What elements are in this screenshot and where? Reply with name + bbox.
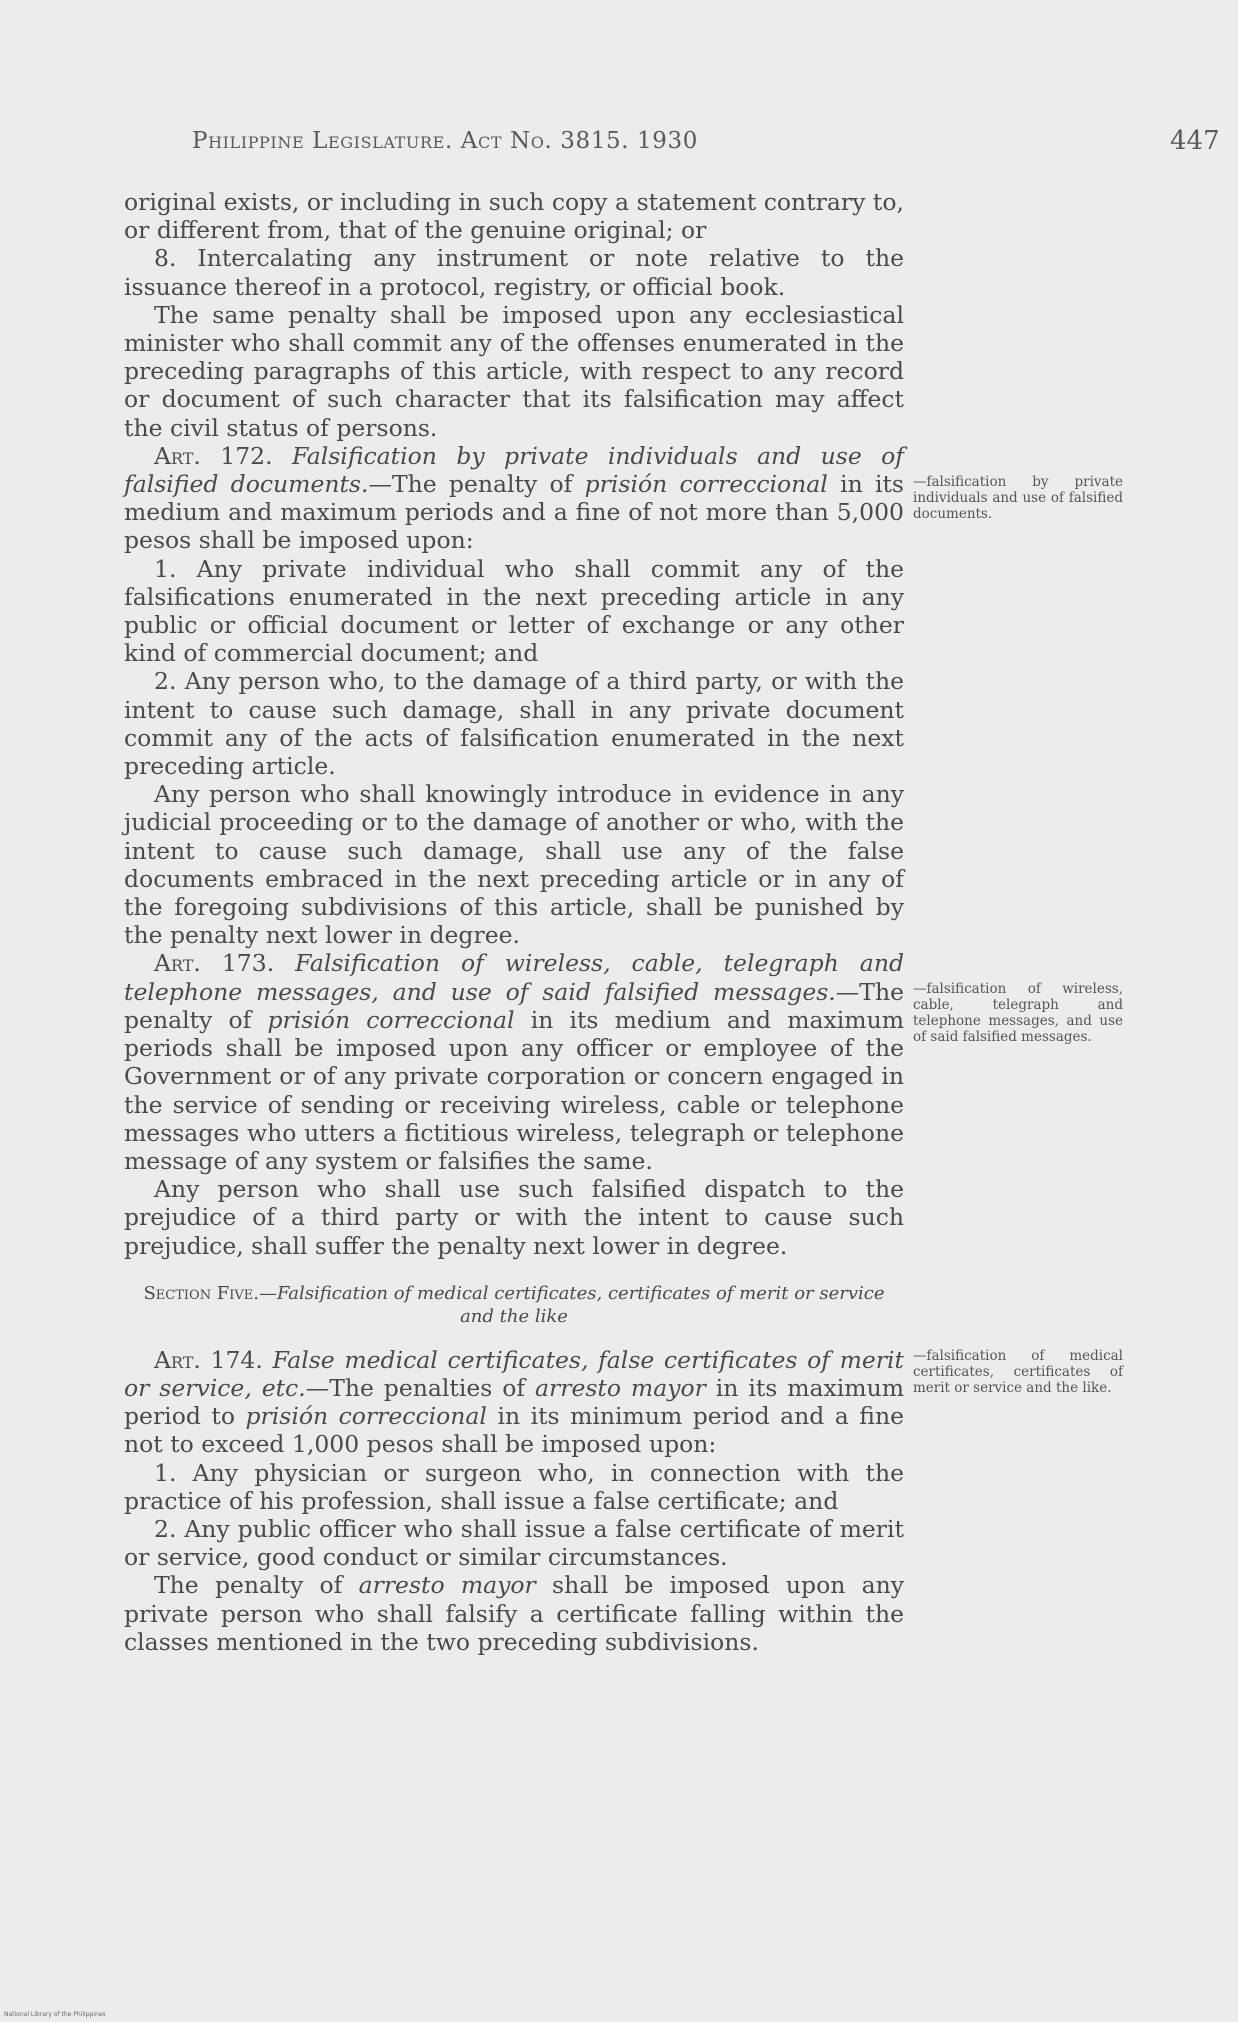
article-number: Art. 172.	[154, 441, 273, 470]
paragraph: 8. Intercalating any instrument or note relative to the issuance thereof in a protocol, registry, or official book.	[124, 244, 904, 301]
running-head-text: Philippine Legislature. Act No. 3815. 1930	[192, 128, 698, 154]
scan-credit: National Library of the Philippines	[4, 2011, 106, 2018]
section-title: —Falsification of medical certificates, certificates of merit or service and the like	[259, 1282, 885, 1327]
article-number: Art. 173.	[154, 949, 275, 978]
article-text: —The penalty of	[124, 977, 904, 1034]
article-172	[124, 442, 904, 555]
paragraph: 1. Any physician or surgeon who, in connection with the practice of his profession, shall issue a false certificate; and	[124, 1458, 904, 1515]
paragraph: 1. Any private individual who shall commit any of the falsifications enumerated in the next preceding article in any public or official document or letter of exchange or any other kind of commercial document; and	[124, 554, 904, 668]
article-title: Falsification of wireless, cable, telegraph and telephone messages, and use of said falsified messages.	[124, 949, 904, 1006]
section-label: Section Five.	[143, 1282, 260, 1304]
margin-note-section-five: —falsification of medical certificates, certificates of merit or service and the like.	[913, 1348, 1123, 1396]
running-head	[192, 128, 842, 154]
article-title: False medical certificates, false certificates of merit or service, etc.	[124, 1345, 904, 1402]
article-text: in its medium and maximum periods and a fine of not more than 5,000 pesos shall be imposed upon:	[124, 470, 904, 555]
article-173	[124, 949, 904, 1175]
article-text: —The penalties of	[305, 1373, 535, 1402]
article-text: in its minimum period and a fine not to exceed 1,000 pesos shall be imposed upon:	[124, 1402, 904, 1459]
article-text: in its maximum period to	[124, 1373, 904, 1431]
paragraph-text: shall be imposed upon any private person who shall falsify a certificate falling within the classes mentioned in the two preceding subdivisions.	[124, 1571, 904, 1656]
legal-term: arresto mayor	[358, 1571, 536, 1600]
article-title: Falsification by private individuals and use of falsified documents.	[124, 441, 904, 499]
paragraph	[124, 1571, 904, 1656]
legal-term: prisión correccional	[267, 1005, 515, 1034]
article-text: —The penalty of	[368, 470, 585, 499]
legal-term: prisión correccional	[245, 1402, 487, 1431]
legal-term: prisión correccional	[584, 470, 828, 499]
page-number: 447	[1170, 126, 1220, 156]
paragraph: 2. Any person who, to the damage of a third party, or with the intent to cause such damage, shall in any private document commit any of the acts of falsification enumerated in the next preceding article.	[124, 667, 904, 781]
margin-note-art-172: —falsification by private individuals and use of falsified documents.	[913, 474, 1123, 522]
margin-note-art-173: —falsification of wireless, cable, telegraph and telephone messages, and use of said falsified messages.	[913, 981, 1123, 1045]
article-174	[124, 1346, 904, 1459]
paragraph: Any person who shall use such falsified dispatch to the prejudice of a third party or with the intent to cause such prejudice, shall suffer the penalty next lower in degree.	[124, 1175, 904, 1260]
paragraph: 2. Any public officer who shall issue a false certificate of merit or service, good conduct or similar circumstances.	[124, 1514, 904, 1572]
body-text	[124, 188, 904, 1656]
article-text: in its medium and maximum periods shall be imposed upon any officer or employee of the Government or of any private corporation or concern engaged in the service of sending or receiving wireless, cable or telephone messages who utters a fictitious wireless, telegraph or telephone message of any system or falsifies the same.	[124, 1005, 904, 1175]
paragraph: Any person who shall knowingly introduce in evidence in any judicial proceeding or to the damage of another or who, with the intent to cause such damage, shall use any of the false documents embraced in the next preceding article or in any of the foregoing subdivisions of this article, shall be punished by the penalty next lower in degree.	[124, 780, 904, 950]
article-number: Art. 174.	[154, 1345, 263, 1374]
section-heading	[124, 1282, 904, 1328]
paragraph: original exists, or including in such copy a statement contrary to, or different from, that of the genuine original; or	[124, 188, 904, 245]
paragraph-text: The penalty of	[154, 1571, 359, 1600]
paragraph: The same penalty shall be imposed upon any ecclesiastical minister who shall commit any of the offenses enumerated in the preceding paragraphs of this article, with respect to any record or document of such character that its falsification may affect the civil status of persons.	[124, 300, 904, 442]
legal-term: arresto mayor	[534, 1373, 706, 1402]
